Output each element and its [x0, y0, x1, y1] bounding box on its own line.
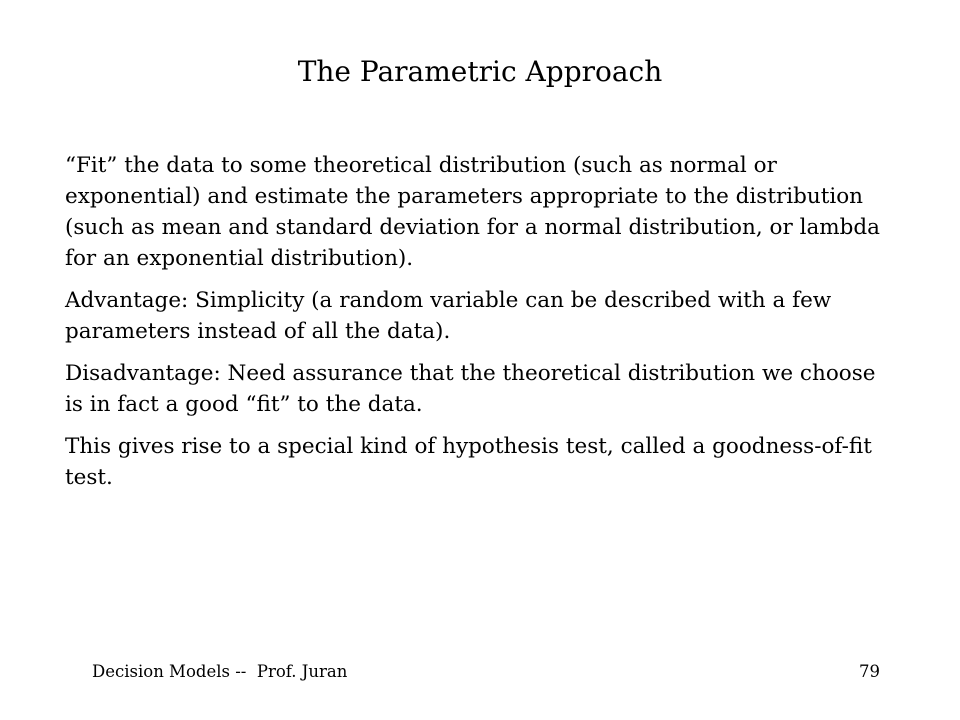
footer-page-number: 79 — [859, 662, 880, 681]
paragraph-advantage: Advantage: Simplicity (a random variable can be described with a few parameters instead of all the data). — [65, 288, 832, 344]
paragraph-goodness-of-fit: This gives rise to a special kind of hypothesis test, called a goodness-of-fit test. — [65, 434, 872, 490]
paragraph-disadvantage: Disadvantage: Need assurance that the theoretical distribution we choose is in fact a good “fit” to the data. — [65, 361, 876, 417]
slide-body — [65, 150, 895, 504]
footer-course-label: Decision Models -- Prof. Juran — [92, 662, 348, 681]
paragraph-fit-description: “Fit” the data to some theoretical distribution (such as normal or exponential) and estimate the parameters appropriate to the distribution (such as mean and standard deviation for a normal distribution, or lambda for an exponential distribution). — [65, 153, 880, 271]
slide-title: The Parametric Approach — [297, 55, 663, 88]
